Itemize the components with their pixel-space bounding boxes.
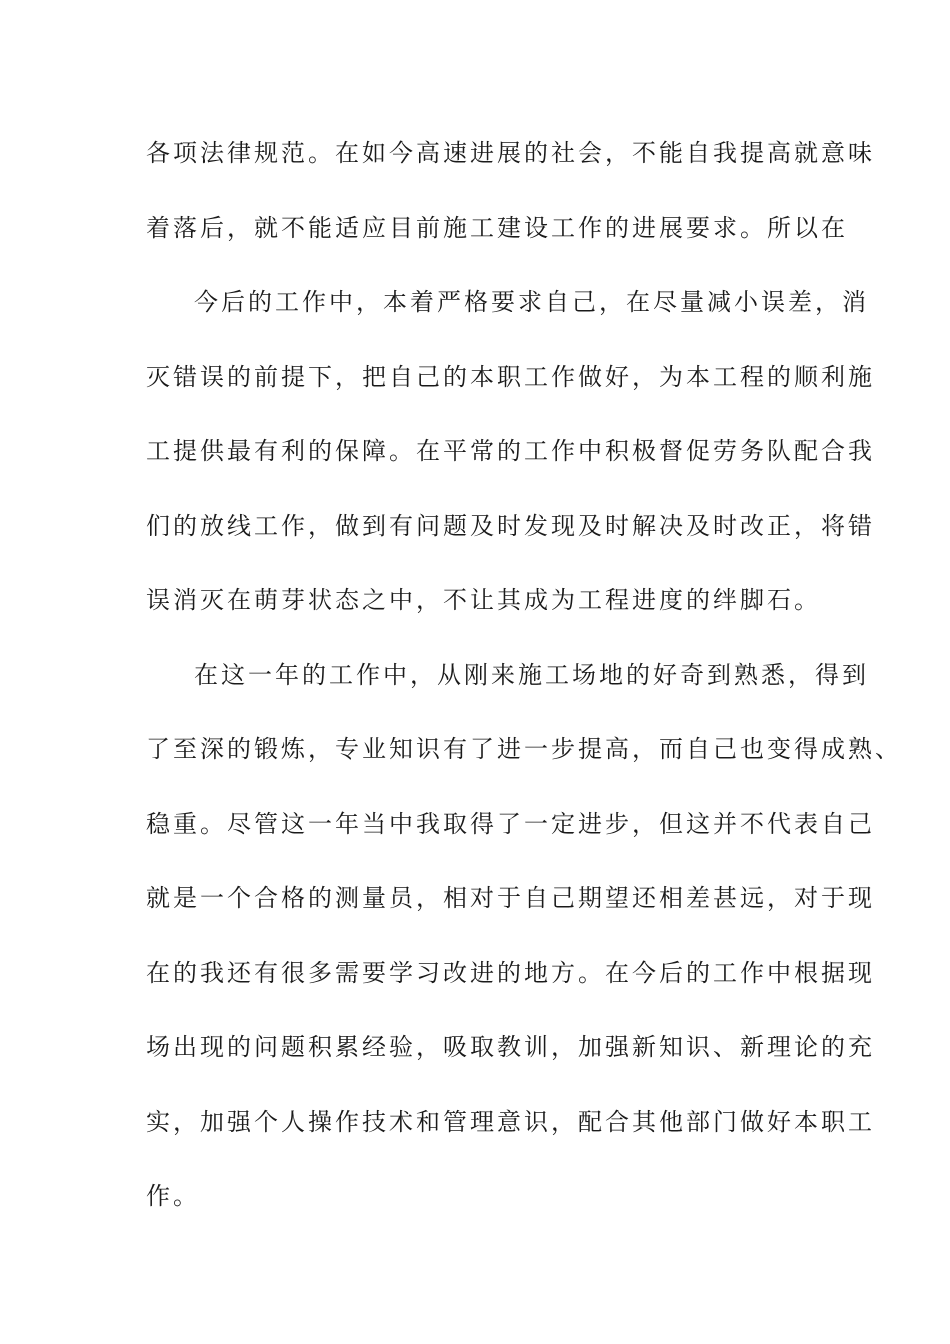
paragraph-start-line: 在这一年的工作中，从刚来施工场地的好奇到熟悉，得到 (194, 660, 869, 689)
text-line: 着落后，就不能适应目前施工建设工作的进展要求。所以在 (146, 213, 848, 242)
text-line: 各项法律规范。在如今高速进展的社会，不能自我提高就意味 (146, 139, 875, 167)
text-line: 工提供最有利的保障。在平常的工作中积极督促劳务队配合我 (146, 437, 875, 465)
text-line: 实，加强个人操作技术和管理意识，配合其他部门做好本职工 (146, 1107, 875, 1136)
paragraph-start-line: 今后的工作中，本着严格要求自己，在尽量减小误差，消 (194, 288, 869, 316)
text-line: 稳重。尽管这一年当中我取得了一定进步，但这并不代表自己 (146, 809, 875, 838)
text-line: 了至深的锻炼，专业知识有了进一步提高，而自己也变得成熟、 (146, 735, 902, 763)
text-line: 场出现的问题积累经验，吸取教训，加强新知识、新理论的充 (146, 1033, 875, 1061)
text-line: 在的我还有很多需要学习改进的地方。在今后的工作中根据现 (146, 958, 875, 987)
body-text (146, 128, 902, 1246)
text-line: 灭错误的前提下，把自己的本职工作做好，为本工程的顺利施 (146, 362, 875, 391)
text-line: 误消灭在萌芽状态之中，不让其成为工程进度的绊脚石。 (146, 586, 821, 614)
text-line: 们的放线工作，做到有问题及时发现及时解决及时改正，将错 (146, 511, 875, 540)
text-line: 就是一个合格的测量员，相对于自己期望还相差甚远，对于现 (146, 884, 875, 912)
text-line: 作。 (146, 1182, 200, 1210)
